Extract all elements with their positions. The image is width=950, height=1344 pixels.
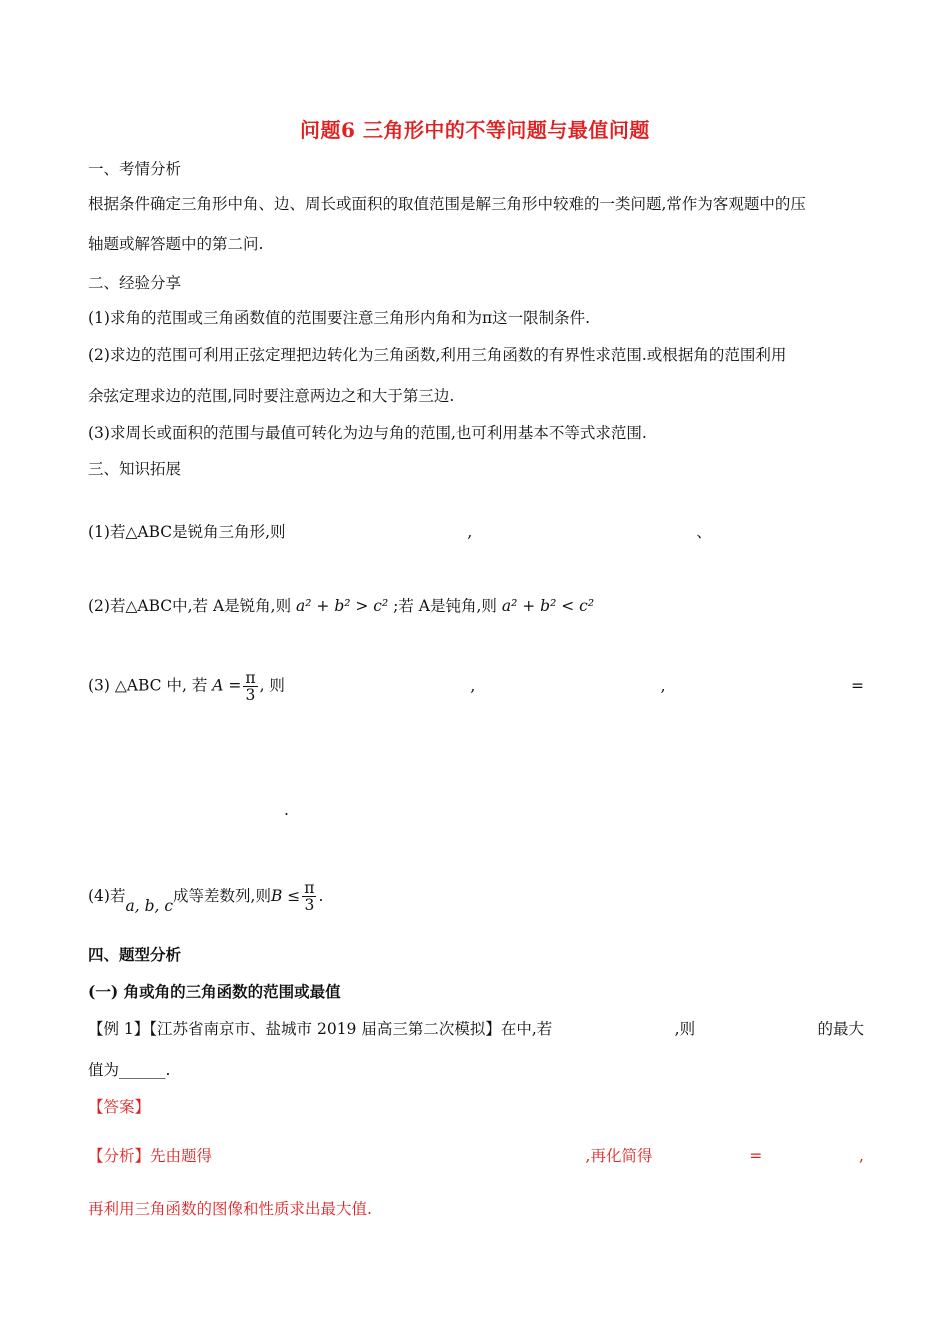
knowledge-item-1 [88, 522, 712, 542]
section-heading-analysis: 一、考情分析 [88, 160, 182, 178]
fraction-numerator: π [245, 668, 256, 687]
knowledge-text: ;若 A是钝角,则 [393, 597, 497, 615]
period: . [284, 801, 289, 819]
comma: , [467, 523, 473, 541]
comma: , [660, 677, 666, 695]
example-text: ,则 [674, 1020, 696, 1038]
knowledge-text: (1)若△ABC是锐角三角形,则 [88, 523, 286, 541]
knowledge-item-3 [88, 666, 864, 706]
list-item: (1)求角的范围或三角函数值的范围要注意三角形内角和为π这一限制条件. [88, 309, 591, 327]
math-expression: B ≤ [270, 887, 301, 905]
math-expression: A = [212, 676, 242, 694]
equals-sign: = [850, 677, 864, 695]
math-expression: a, b, c [125, 897, 174, 915]
knowledge-text: 成等差数列,则 [173, 887, 271, 905]
fraction-numerator: π [304, 878, 315, 897]
example-text: 【例 1】【江苏省南京市、盐城市 2019 届高三第二次模拟】在中,若 [88, 1020, 553, 1038]
inequality: a² + b² < c² [501, 597, 595, 615]
comma: , [859, 1147, 864, 1165]
section-heading-experience: 二、经验分享 [88, 274, 182, 292]
example-1-continued: 值为______. [88, 1061, 171, 1079]
knowledge-text: (3) △ABC 中, 若 [88, 676, 208, 694]
knowledge-text: , 则 [259, 676, 285, 694]
example-text: 的最大 [817, 1020, 864, 1038]
comma: , [470, 677, 476, 695]
knowledge-text: (2)若△ABC中,若 A是锐角,则 [88, 597, 292, 615]
example-1 [88, 1019, 864, 1039]
list-item: (3)求周长或面积的范围与最值可转化为边与角的范围,也可利用基本不等式求范围. [88, 424, 647, 442]
period: . [318, 887, 324, 905]
knowledge-text: (4)若 [88, 887, 126, 905]
analysis [88, 1146, 864, 1166]
analysis-continued: 再利用三角函数的图像和性质求出最大值. [88, 1200, 372, 1218]
section-heading-knowledge: 三、知识拓展 [88, 460, 182, 478]
paragraph-line: 根据条件确定三角形中角、边、周长或面积的取值范围是解三角形中较难的一类问题,常作为客观题中的压 [88, 195, 806, 213]
page-title: 问题6 三角形中的不等问题与最值问题 [300, 118, 650, 142]
inequality: a² + b² > c² [296, 597, 389, 615]
knowledge-item-2 [88, 596, 594, 616]
enumeration-comma: 、 [696, 523, 712, 541]
equals-sign: = [749, 1147, 763, 1165]
list-item-continued: 余弦定理求边的范围,同时要注意两边之和大于第三边. [88, 387, 455, 405]
answer-label: 【答案】 [88, 1098, 151, 1116]
fraction [243, 670, 257, 703]
fraction-denominator: 3 [245, 685, 256, 704]
fraction-denominator: 3 [304, 895, 315, 914]
analysis-text: ,再化简得 [585, 1147, 653, 1165]
fraction [302, 880, 316, 913]
list-item: (2)求边的范围可利用正弦定理把边转化为三角函数,利用三角函数的有界性求范围.或根据角的范围利用 [88, 346, 787, 364]
knowledge-item-4 [88, 876, 323, 916]
analysis-text: 【分析】先由题得 [88, 1147, 213, 1165]
subsection-heading: (一) 角或角的三角函数的范围或最值 [88, 982, 341, 1001]
paragraph-line: 轴题或解答题中的第二问. [88, 235, 264, 253]
section-heading-types: 四、题型分析 [88, 945, 182, 964]
